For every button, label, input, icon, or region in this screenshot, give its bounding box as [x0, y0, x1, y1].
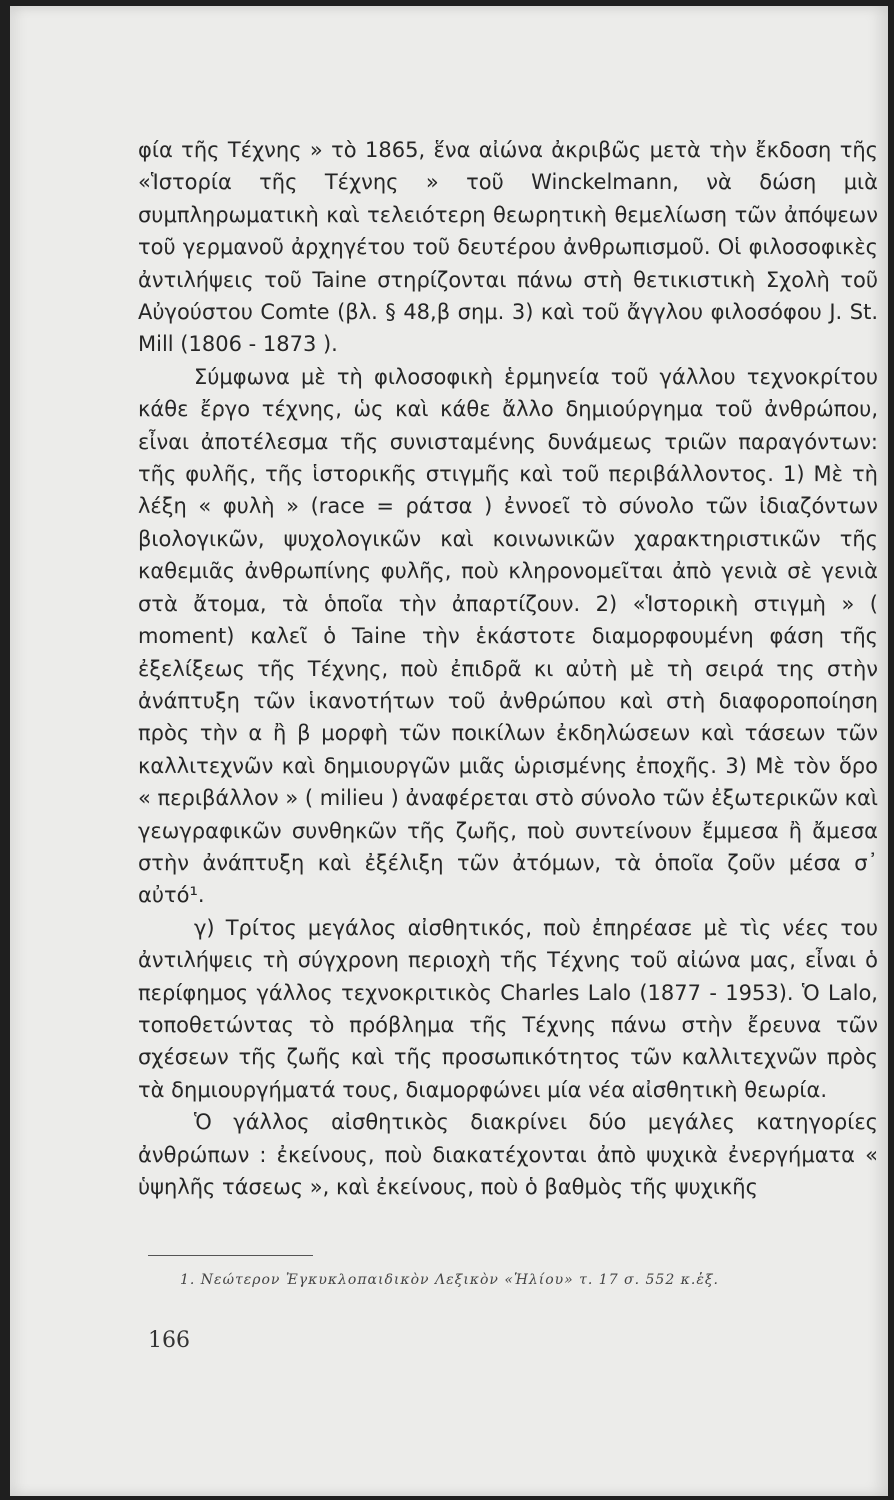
main-text — [138, 134, 878, 1203]
footnote: 1. Νεώτερον Ἐγκυκλοπαιδικὸν Λεξικὸν «Ἡλίου» τ. 17 σ. 552 κ.ἑξ. — [180, 1272, 719, 1288]
paragraph-2: Σύμφωνα μὲ τὴ φιλοσοφικὴ ἑρμηνεία τοῦ γάλλου τεχνοκρίτου κάθε ἔργο τέχνης, ὡς καὶ κάθε ἄλλο δημιούργημα τοῦ ἀνθρώπου, εἶναι ἀποτέλεσμα τῆς συνισταμένης δυνάμεως τριῶν παραγόντων: τῆς φυλῆς, τῆς ἱστορικῆς στιγμῆς καὶ τοῦ περιβάλλοντος. 1) Μὲ τὴ λέξη « φυλὴ » (race = ράτσα ) ἐννοεῖ τὸ σύνολο τῶν ἰδιαζόντων βιολογικῶν, ψυχολογικῶν καὶ κοινωνικῶν χαρακτηριστικῶν τῆς καθεμιᾶς ἀνθρωπίνης φυλῆς, ποὺ κληρονομεῖται ἀπὸ γενιὰ σὲ γενιὰ στὰ ἄτομα, τὰ ὁποῖα τὴν ἀπαρτίζουν. 2) «Ἱστορικὴ στιγμὴ » ( moment) καλεῖ ὁ Taine τὴν ἑκάστοτε διαμορφουμένη φάση τῆς ἐξελίξεως τῆς Τέχνης, ποὺ ἐπιδρᾶ κι αὐτὴ μὲ τὴ σειρά της στὴν ἀνάπτυξη τῶν ἱκανοτήτων τοῦ ἀνθρώπου καὶ στὴ διαφοροποίηση πρὸς τὴν α ἢ β μορφὴ τῶν ποικίλων ἐκδηλώσεων καὶ τάσεων τῶν καλλιτεχνῶν καὶ δημιουργῶν μιᾶς ὡρισμένης ἐποχῆς. 3) Μὲ τὸν ὅρο « περιβάλλον » ( milieu ) ἀναφέρεται στὸ σύνολο τῶν ἐξωτερικῶν καὶ γεωγραφικῶν συνθηκῶν τῆς ζωῆς, ποὺ συντείνουν ἔμμεσα ἢ ἄμεσα στὴν ἀνάπτυξη καὶ ἐξέλιξη τῶν ἀτόμων, τὰ ὁποῖα ζοῦν μέσα σ᾽ αὐτό¹. — [138, 364, 878, 908]
footnote-divider — [148, 1255, 313, 1256]
paragraph-4: Ὁ γάλλος αἰσθητικὸς διακρίνει δύο μεγάλες κατηγορίες ἀνθρώπων : ἐκείνους, ποὺ διακατέχονται ἀπὸ ψυχικὰ ἐνεργήματα « ὑψηλῆς τάσεως », καὶ ἐκείνους, ποὺ ὁ βαθμὸς τῆς ψυχικῆς — [138, 1110, 878, 1199]
book-page — [10, 6, 888, 1496]
page-number: 166 — [148, 1328, 190, 1353]
paragraph-1: φία τῆς Τέχνης » τὸ 1865, ἕνα αἰώνα ἀκριβῶς μετὰ τὴν ἔκδοση τῆς «Ἱστορία τῆς Τέχνης » τοῦ Winckelmann, νὰ δώση μιὰ συμπληρωματικὴ καὶ τελειότερη θεωρητικὴ θεμελίωση τῶν ἀπόψεων τοῦ γερμανοῦ ἀρχηγέτου τοῦ δευτέρου ἀνθρωπισμοῦ. Οἱ φιλοσοφικὲς ἀντιλήψεις τοῦ Taine στηρίζονται πάνω στὴ θετικιστικὴ Σχολὴ τοῦ Αὐγούστου Comte (βλ. § 48,β σημ. 3) καὶ τοῦ ἄγγλου φιλοσόφου J. St. Mill (1806 - 1873 ). — [138, 138, 878, 357]
paragraph-3: γ) Τρίτος μεγάλος αἰσθητικός, ποὺ ἐπηρέασε μὲ τὶς νέες του ἀντιλήψεις τὴ σύγχρονη περιοχὴ τῆς Τέχνης τοῦ αἰώνα μας, εἶναι ὁ περίφημος γάλλος τεχνοκριτικὸς Charles Lalo (1877 - 1953). Ὁ Lalo, τοποθετώντας τὸ πρόβλημα τῆς Τέχνης πάνω στὴν ἔρευνα τῶν σχέσεων τῆς ζωῆς καὶ τῆς προσωπικότητος τῶν καλλιτεχνῶν πρὸς τὰ δημιουργήματά τους, διαμορφώνει μία νέα αἰσθητικὴ θεωρία. — [138, 915, 878, 1102]
